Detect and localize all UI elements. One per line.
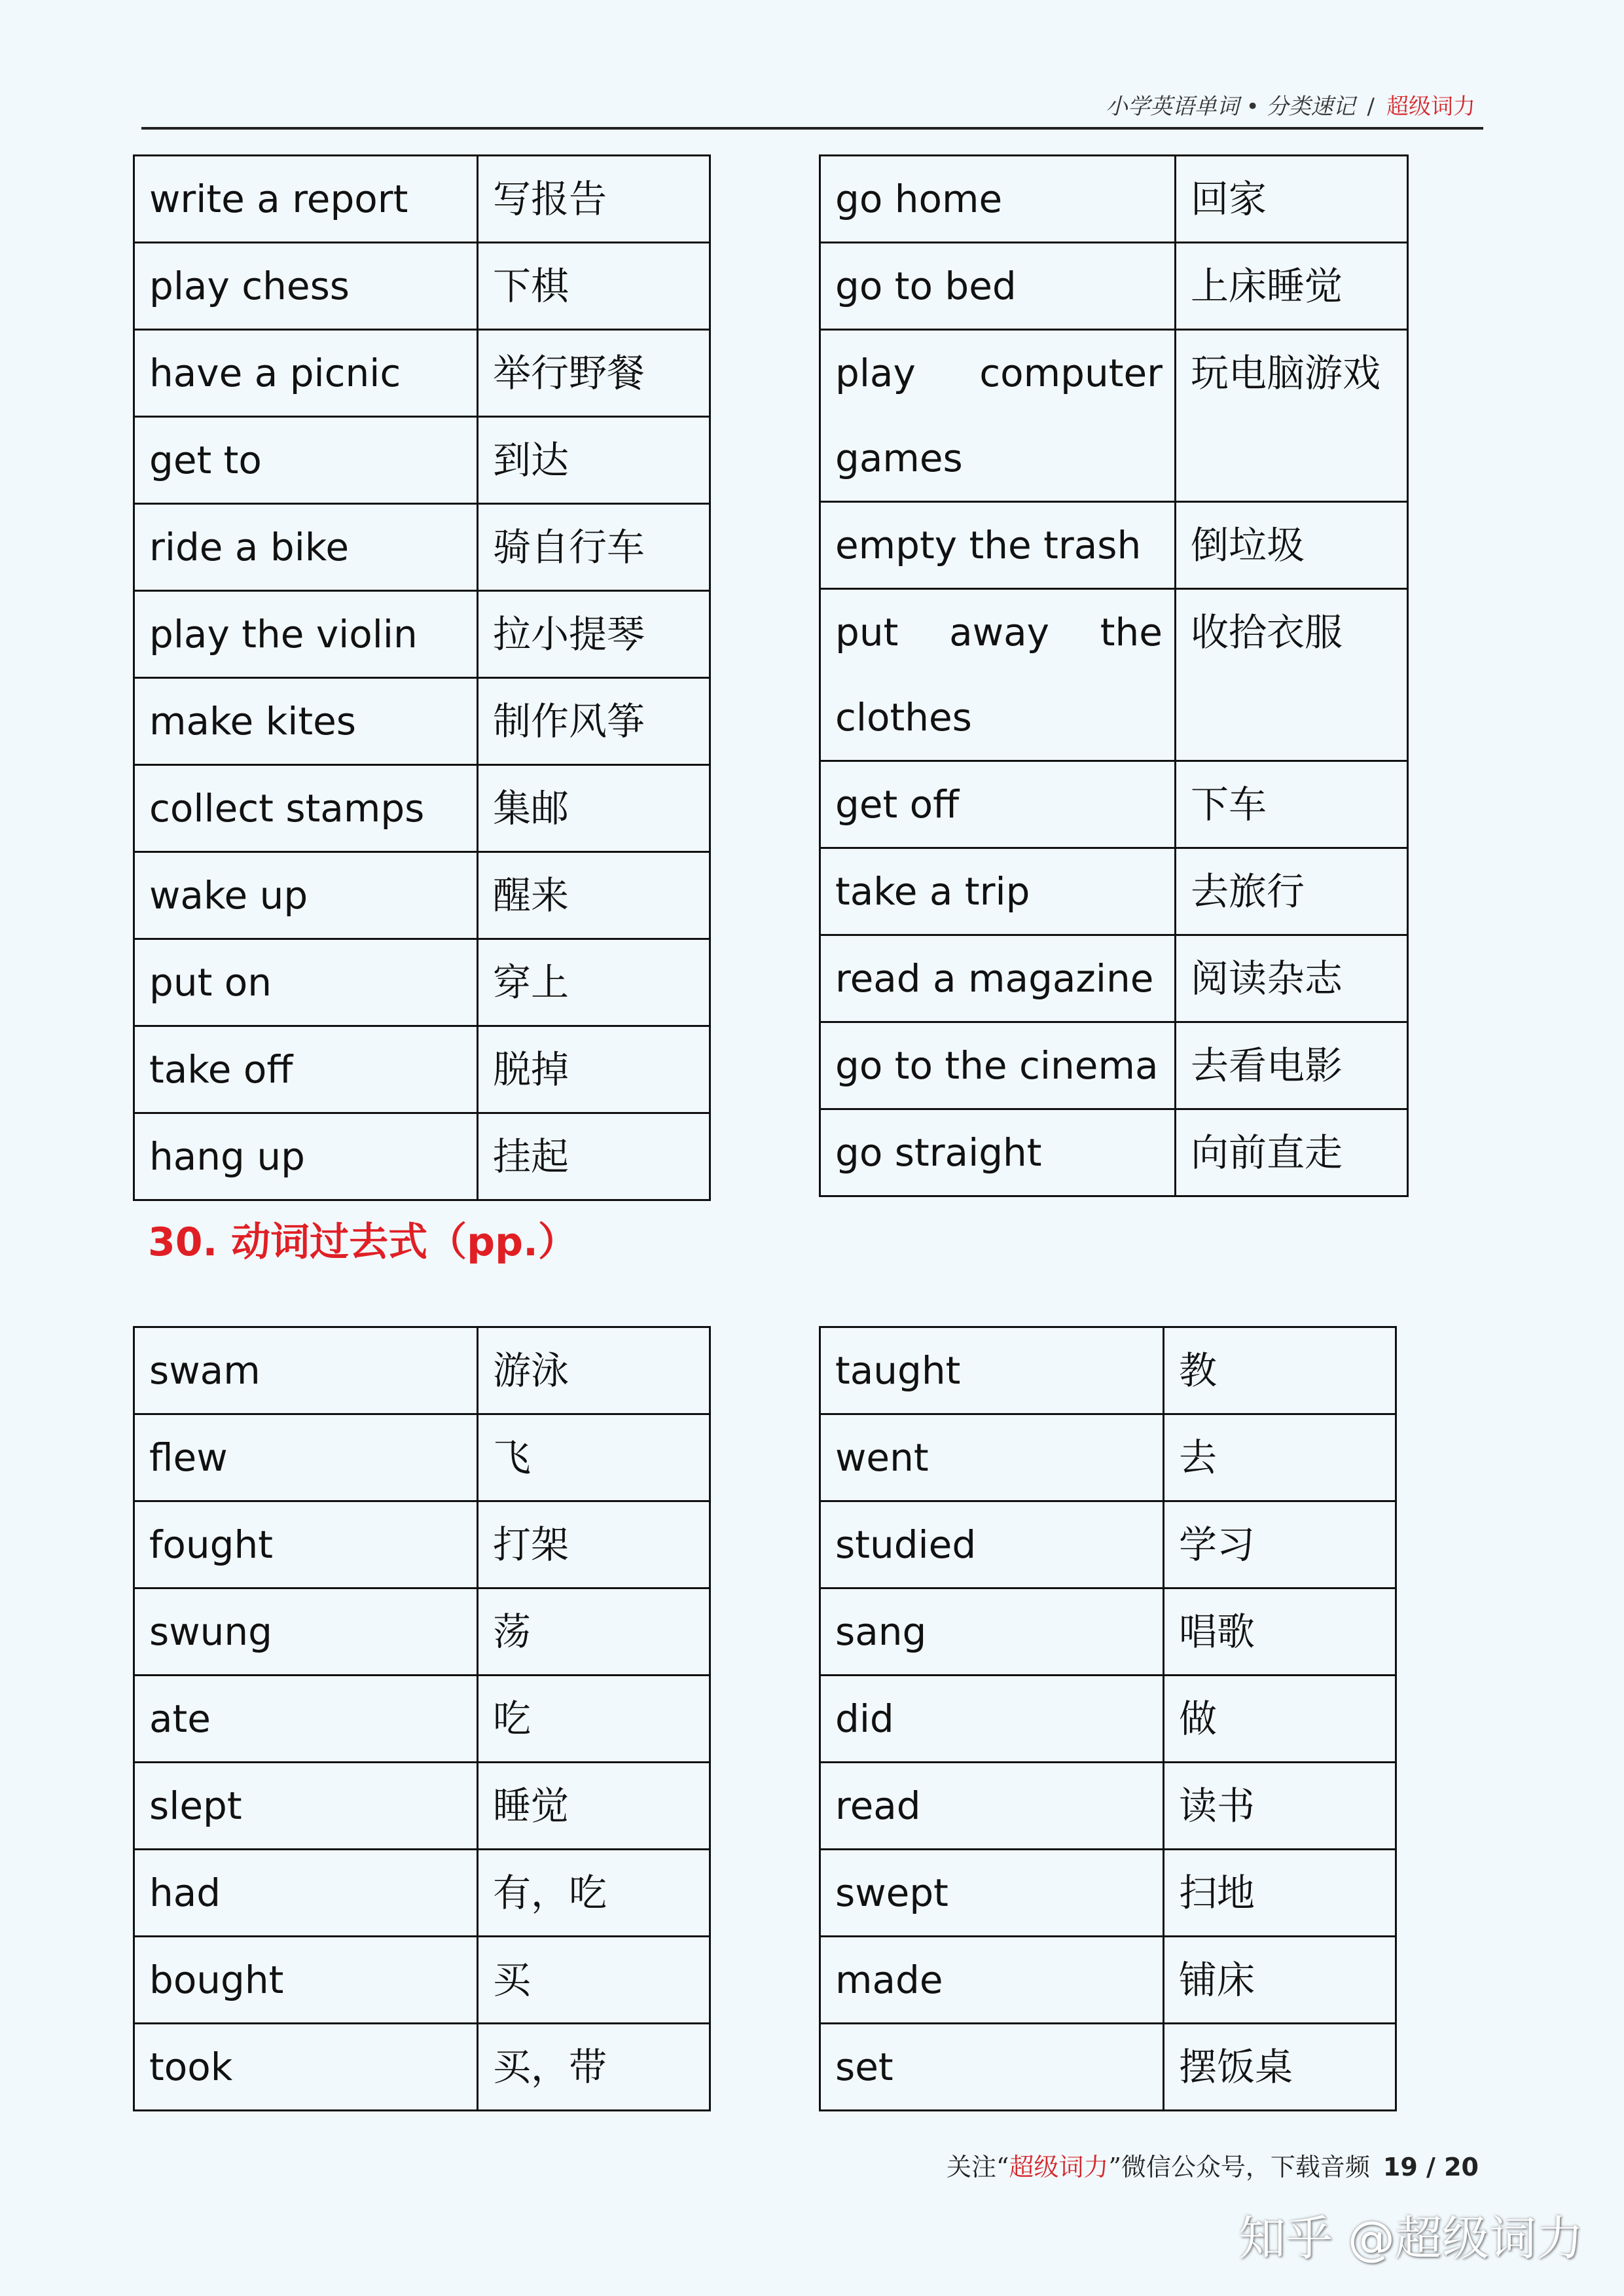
table-row: [820, 935, 1408, 1022]
table-row: [820, 1022, 1408, 1109]
header-separator: /: [1367, 94, 1375, 120]
table-row: [820, 1327, 1396, 1414]
table-row: [820, 589, 1408, 761]
header-brand: 超级词力: [1386, 94, 1475, 120]
chinese-meaning: 铺床: [1164, 1937, 1396, 2024]
english-term: set: [820, 2024, 1164, 2111]
chinese-meaning: 举行野餐: [478, 330, 710, 417]
english-term: took: [134, 2024, 478, 2111]
page-header: [141, 86, 1483, 130]
table-row: [134, 1026, 710, 1113]
page-footer: [947, 2147, 1479, 2183]
english-term: put on: [134, 939, 478, 1026]
english-term: ate: [134, 1676, 478, 1763]
section-title: 30. 动词过去式（pp.）: [148, 1219, 577, 1265]
table-row: [134, 1588, 710, 1676]
table-row: [134, 1763, 710, 1850]
chinese-meaning: 骑自行车: [478, 504, 710, 591]
chinese-meaning: 上床睡觉: [1176, 243, 1408, 330]
english-term: studied: [820, 1501, 1164, 1588]
chinese-meaning: 做: [1164, 1676, 1396, 1763]
chinese-meaning: 挂起: [478, 1113, 710, 1200]
english-term: read: [820, 1763, 1164, 1850]
table-row: [134, 939, 710, 1026]
table-row: [134, 2024, 710, 2111]
chinese-meaning: 吃: [478, 1676, 710, 1763]
english-term: swam: [134, 1327, 478, 1414]
english-term: go straight: [820, 1109, 1176, 1196]
table-row: [820, 1676, 1396, 1763]
english-term: go to bed: [820, 243, 1176, 330]
english-term: made: [820, 1937, 1164, 2024]
chinese-meaning: 买，带: [478, 2024, 710, 2111]
chinese-meaning: 去旅行: [1176, 848, 1408, 935]
table-row: [820, 1850, 1396, 1937]
chinese-meaning: 玩电脑游戏: [1176, 330, 1408, 502]
english-term: went: [820, 1414, 1164, 1501]
table-row: [820, 1588, 1396, 1676]
table-row: [134, 1327, 710, 1414]
chinese-meaning: 唱歌: [1164, 1588, 1396, 1676]
english-term: did: [820, 1676, 1164, 1763]
english-term: sang: [820, 1588, 1164, 1676]
chinese-meaning: 脱掉: [478, 1026, 710, 1113]
table-row: [820, 330, 1408, 502]
table-row: [134, 852, 710, 939]
vocab-table-top-right: [819, 154, 1409, 1197]
footer-suffix: ”微信公众号，下载音频: [1108, 2153, 1370, 2181]
table-row: [820, 243, 1408, 330]
english-term: taught: [820, 1327, 1164, 1414]
table-row: [134, 1937, 710, 2024]
chinese-meaning: 荡: [478, 1588, 710, 1676]
english-term: put away the clothes: [820, 589, 1176, 761]
chinese-meaning: 下棋: [478, 243, 710, 330]
english-term: play the violin: [134, 591, 478, 678]
chinese-meaning: 买: [478, 1937, 710, 2024]
english-term: read a magazine: [820, 935, 1176, 1022]
english-term: make kites: [134, 678, 478, 765]
table-row: [820, 1109, 1408, 1196]
table-row: [820, 1763, 1396, 1850]
table-row: [820, 1414, 1396, 1501]
page-number: 19 / 20: [1382, 2153, 1479, 2181]
chinese-meaning: 醒来: [478, 852, 710, 939]
english-term: collect stamps: [134, 765, 478, 852]
english-term: wake up: [134, 852, 478, 939]
chinese-meaning: 制作风筝: [478, 678, 710, 765]
chinese-meaning: 向前直走: [1176, 1109, 1408, 1196]
watermark: 知乎 @超级词力: [1238, 2211, 1583, 2266]
table-row: [820, 1937, 1396, 2024]
table-row: [134, 504, 710, 591]
table-row: [134, 678, 710, 765]
table-row: [134, 1676, 710, 1763]
header-subtitle: 小学英语单词 • 分类速记: [1105, 94, 1356, 120]
vocab-table-bottom-left: [133, 1326, 711, 2111]
chinese-meaning: 摆饭桌: [1164, 2024, 1396, 2111]
english-term: write a report: [134, 156, 478, 243]
english-term: go to the cinema: [820, 1022, 1176, 1109]
table-row: [134, 417, 710, 504]
table-row: [134, 1850, 710, 1937]
chinese-meaning: 阅读杂志: [1176, 935, 1408, 1022]
chinese-meaning: 去看电影: [1176, 1022, 1408, 1109]
english-term: empty the trash: [820, 502, 1176, 589]
english-term: have a picnic: [134, 330, 478, 417]
footer-brand: 超级词力: [1009, 2153, 1109, 2181]
chinese-meaning: 游泳: [478, 1327, 710, 1414]
chinese-meaning: 学习: [1164, 1501, 1396, 1588]
english-term: get to: [134, 417, 478, 504]
table-row: [820, 848, 1408, 935]
english-term: flew: [134, 1414, 478, 1501]
english-term: go home: [820, 156, 1176, 243]
table-row: [820, 2024, 1396, 2111]
chinese-meaning: 有，吃: [478, 1850, 710, 1937]
header-text: [1106, 88, 1475, 120]
chinese-meaning: 扫地: [1164, 1850, 1396, 1937]
footer-prefix: 关注“: [947, 2153, 1009, 2181]
chinese-meaning: 拉小提琴: [478, 591, 710, 678]
chinese-meaning: 倒垃圾: [1176, 502, 1408, 589]
vocab-table-bottom-right: [819, 1326, 1397, 2111]
english-term: get off: [820, 761, 1176, 848]
table-row: [134, 1113, 710, 1200]
table-row: [820, 156, 1408, 243]
english-term: hang up: [134, 1113, 478, 1200]
chinese-meaning: 到达: [478, 417, 710, 504]
vocab-table-top-left: [133, 154, 711, 1201]
table-row: [820, 761, 1408, 848]
english-term: fought: [134, 1501, 478, 1588]
chinese-meaning: 打架: [478, 1501, 710, 1588]
english-term: slept: [134, 1763, 478, 1850]
english-term: take off: [134, 1026, 478, 1113]
english-term: swung: [134, 1588, 478, 1676]
chinese-meaning: 写报告: [478, 156, 710, 243]
english-term: play computer games: [820, 330, 1176, 502]
chinese-meaning: 去: [1164, 1414, 1396, 1501]
chinese-meaning: 教: [1164, 1327, 1396, 1414]
table-row: [820, 502, 1408, 589]
chinese-meaning: 下车: [1176, 761, 1408, 848]
chinese-meaning: 集邮: [478, 765, 710, 852]
table-row: [134, 243, 710, 330]
table-row: [134, 765, 710, 852]
chinese-meaning: 穿上: [478, 939, 710, 1026]
english-term: take a trip: [820, 848, 1176, 935]
chinese-meaning: 收拾衣服: [1176, 589, 1408, 761]
english-term: ride a bike: [134, 504, 478, 591]
table-row: [134, 1414, 710, 1501]
english-term: swept: [820, 1850, 1164, 1937]
chinese-meaning: 回家: [1176, 156, 1408, 243]
english-term: bought: [134, 1937, 478, 2024]
table-row: [134, 156, 710, 243]
table-row: [134, 1501, 710, 1588]
table-row: [134, 330, 710, 417]
chinese-meaning: 飞: [478, 1414, 710, 1501]
chinese-meaning: 读书: [1164, 1763, 1396, 1850]
english-term: had: [134, 1850, 478, 1937]
english-term: play chess: [134, 243, 478, 330]
table-row: [820, 1501, 1396, 1588]
chinese-meaning: 睡觉: [478, 1763, 710, 1850]
table-row: [134, 591, 710, 678]
